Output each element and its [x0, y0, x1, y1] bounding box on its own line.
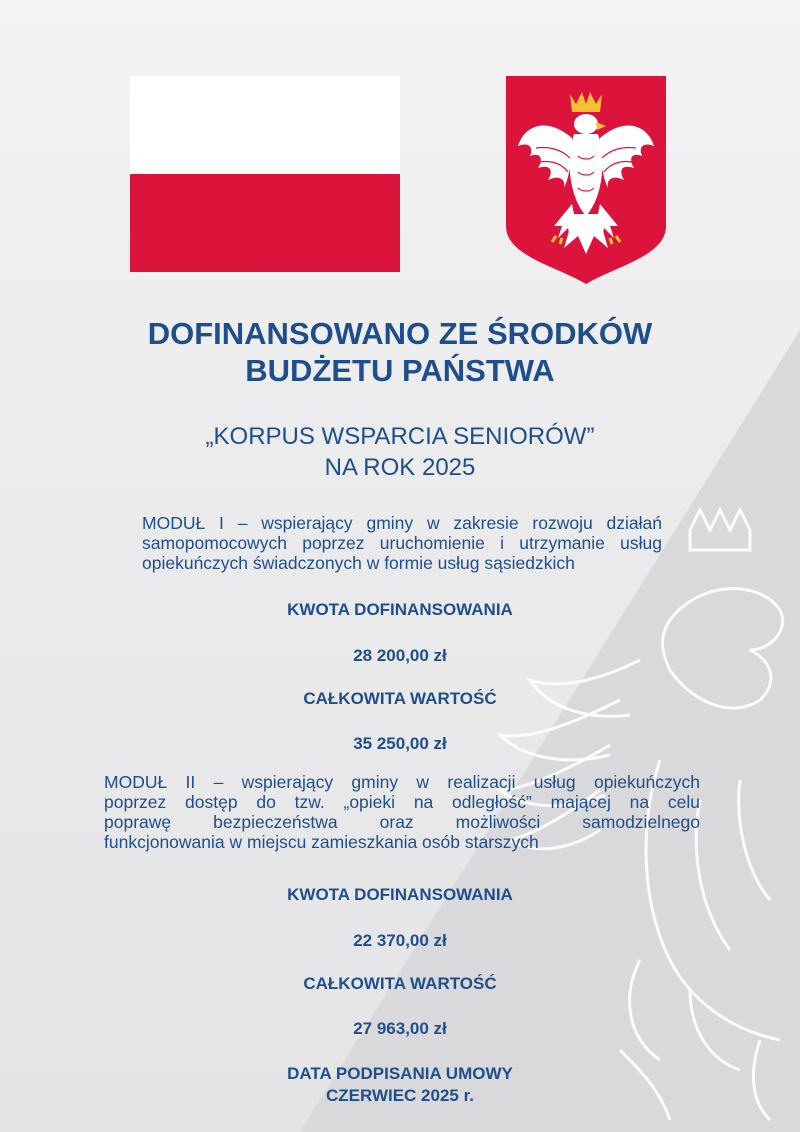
- main-heading: [60, 315, 740, 389]
- module-2-funding-label: KWOTA DOFINANSOWANIA: [287, 885, 513, 904]
- module-2-line: MODUŁ II – wspierający gminy w realizacji usług opiekuńczych: [104, 772, 700, 792]
- module-2-line: poprzez dostęp do tzw. „opieki na odległość” mającej na celu: [104, 792, 700, 812]
- program-title: [100, 421, 700, 483]
- module-2-description: [104, 772, 700, 852]
- module-1-line: MODUŁ I – wspierający gminy w zakresie rozwoju działań: [142, 513, 662, 533]
- signing-label: DATA PODPISANIA UMOWY: [287, 1064, 513, 1083]
- flag-red-stripe: [130, 174, 400, 272]
- module-1-total-value: 35 250,00 zł: [353, 734, 447, 753]
- flag-white-stripe: [130, 76, 400, 174]
- coat-of-arms-icon: [506, 76, 666, 284]
- heading-line-1: DOFINANSOWANO ZE ŚRODKÓW: [147, 316, 653, 351]
- module-1-line: opiekuńczych świadczonych w formie usług sąsiedzkich: [142, 553, 575, 573]
- module-2-line: poprawę bezpieczeństwa oraz możliwości samodzielnego: [104, 812, 700, 832]
- module-2-total-label: CAŁKOWITA WARTOŚĆ: [303, 974, 497, 993]
- module-2-total-value: 27 963,00 zł: [353, 1019, 447, 1038]
- signing-date-block: [100, 1063, 700, 1107]
- program-title-line-1: „KORPUS WSPARCIA SENIORÓW”: [205, 423, 595, 450]
- signing-date: CZERWIEC 2025 r.: [325, 1086, 475, 1105]
- module-1-total-label: CAŁKOWITA WARTOŚĆ: [303, 689, 497, 708]
- module-2-funding-value: 22 370,00 zł: [353, 931, 447, 950]
- program-title-line-2: NA ROK 2025: [324, 454, 476, 481]
- heading-line-2: BUDŻETU PAŃSTWA: [245, 353, 555, 388]
- module-1-funding-label: KWOTA DOFINANSOWANIA: [287, 600, 513, 619]
- module-1-description: [142, 513, 662, 573]
- polish-flag: [130, 76, 400, 272]
- module-2-line: funkcjonowania w miejscu zamieszkania osób starszych: [104, 832, 539, 852]
- module-1-line: samopomocowych poprzez uruchomienie i utrzymanie usług: [142, 533, 662, 553]
- module-1-funding-value: 28 200,00 zł: [353, 646, 447, 665]
